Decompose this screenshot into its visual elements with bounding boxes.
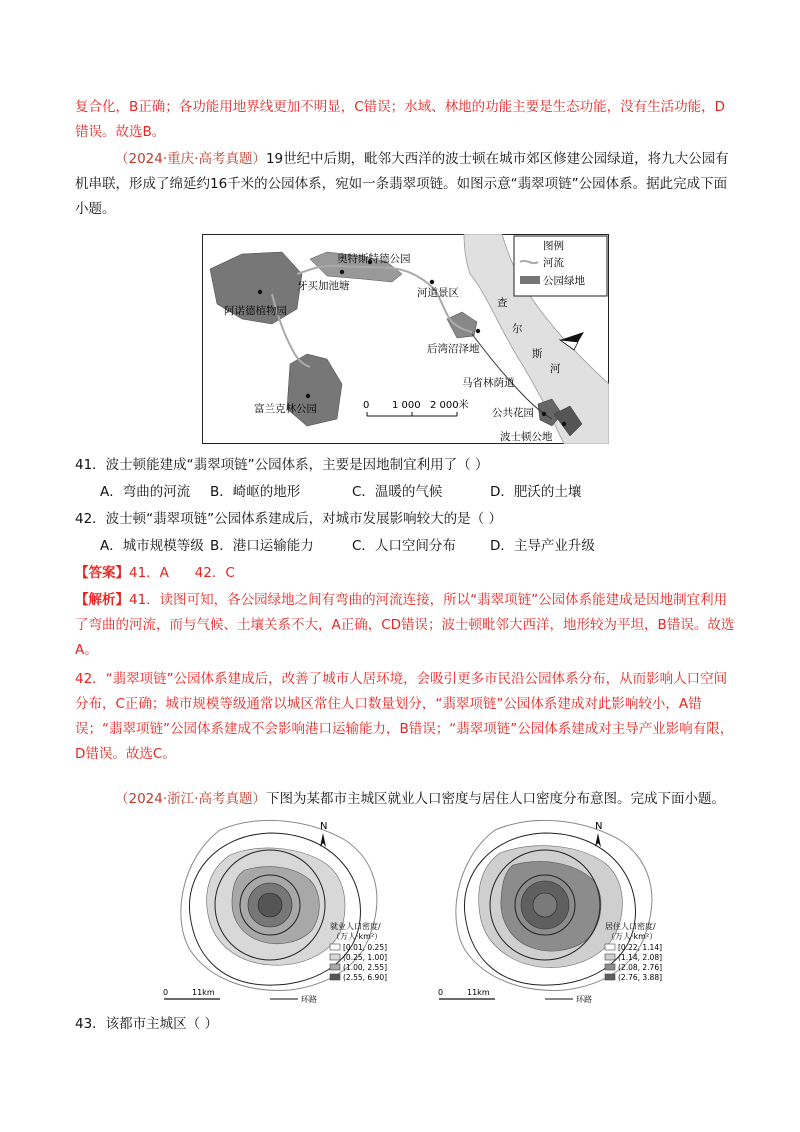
svg-text:N: N bbox=[320, 821, 328, 832]
label-boston-common: 波士顿公地 bbox=[500, 431, 553, 443]
svg-text:N: N bbox=[595, 821, 603, 832]
svg-text:11km: 11km bbox=[467, 988, 490, 997]
question-41-stem: 41．波士顿能建成“翡翠项链”公园体系，主要是因地制宜利用了（ ） bbox=[75, 457, 489, 473]
svg-text:(2.55, 6.90]: (2.55, 6.90] bbox=[343, 973, 388, 982]
option-42-d[interactable]: D．主导产业升级 bbox=[490, 538, 595, 554]
analysis-42: 42．“翡翠项链”公园体系建成后，改善了城市人居环境，会吸引更多市民沿公园体系分布，从而影响人口空间分布，C正确；城市规模等级通常以城区常住人口数量划分，“翡翠项链”公园体系建成对此影响较小，A错误；“翡翠项链”公园体系建成不会影响港口运输能力，B错误；“翡翠项链”公园体系建成对主导产业影响有限，D错误。故选C。 bbox=[75, 671, 734, 762]
svg-text:0: 0 bbox=[438, 988, 444, 997]
question-intro-2 bbox=[75, 787, 735, 812]
svg-text:(0.25, 1.00]: (0.25, 1.00] bbox=[343, 953, 388, 962]
question-42-stem: 42．波士顿“翡翠项链”公园体系建成后，对城市发展影响较大的是（ ） bbox=[75, 511, 502, 527]
svg-text:（万人·km²）: （万人·km²） bbox=[607, 932, 658, 941]
scale-bar bbox=[163, 988, 317, 1004]
boston-emerald-necklace-map bbox=[202, 234, 609, 444]
svg-text:（万人·km²）: （万人·km²） bbox=[332, 932, 383, 941]
label-franklin: 富兰克林公园 bbox=[254, 403, 317, 415]
label-mall: 马省林荫道 bbox=[462, 377, 515, 389]
label-arnold: 阿诺德植物园 bbox=[224, 305, 287, 317]
answer-tag: 【答案】 bbox=[75, 565, 129, 581]
svg-text:11km: 11km bbox=[192, 988, 215, 997]
svg-text:(1.00, 2.55]: (1.00, 2.55] bbox=[343, 963, 388, 972]
svg-text:居住人口密度/: 居住人口密度/ bbox=[605, 922, 656, 931]
svg-text:就业人口密度/: 就业人口密度/ bbox=[330, 922, 381, 931]
svg-text:2 000米: 2 000米 bbox=[430, 400, 469, 411]
svg-text:公园绿地: 公园绿地 bbox=[543, 275, 585, 287]
option-42-c[interactable]: C．人口空间分布 bbox=[352, 538, 456, 554]
svg-text:环路: 环路 bbox=[576, 995, 592, 1004]
label-backbay: 后湾沼泽地 bbox=[427, 343, 480, 355]
question-intro-2-text: 下图为某都市主城区就业人口密度与居住人口密度分布意图。完成下面小题。 bbox=[265, 791, 725, 807]
option-41-c[interactable]: C．温暖的气候 bbox=[352, 484, 443, 500]
label-charles-1: 查 bbox=[497, 297, 508, 309]
question-source-2: （2024·浙江·高考真题） bbox=[115, 791, 266, 807]
svg-text:河流: 河流 bbox=[543, 257, 564, 269]
option-42-a[interactable]: A．城市规模等级 bbox=[100, 538, 204, 554]
label-charles-2: 尔 bbox=[512, 323, 523, 335]
svg-text:(2.08, 2.76]: (2.08, 2.76] bbox=[618, 963, 663, 972]
svg-text:0: 0 bbox=[163, 988, 169, 997]
svg-text:[0.22, 1.14]: [0.22, 1.14] bbox=[618, 943, 663, 952]
svg-text:[0.01, 0.25]: [0.01, 0.25] bbox=[343, 943, 388, 952]
svg-text:(1.14, 2.08]: (1.14, 2.08] bbox=[618, 953, 663, 962]
question-42-options bbox=[100, 534, 595, 558]
analysis-41-text: 41．读图可知，各公园绿地之间有弯曲的河流连接，所以“翡翠项链”公园体系能建成是因地制宜利用了弯曲的河流，而与气候、土壤关系不大，A正确，CD错误；波士顿毗邻大西洋，地形较为平坦，B错误。故选A。 bbox=[75, 592, 735, 658]
option-42-b[interactable]: B．港口运输能力 bbox=[210, 538, 314, 554]
label-public-garden: 公共花园 bbox=[492, 407, 534, 419]
svg-text:环路: 环路 bbox=[301, 995, 317, 1004]
map-legend bbox=[514, 236, 607, 296]
answer-line bbox=[75, 561, 735, 586]
svg-text:0: 0 bbox=[363, 400, 370, 411]
question-intro-1 bbox=[75, 147, 735, 222]
option-41-a[interactable]: A．弯曲的河流 bbox=[100, 484, 191, 500]
employment-density-map bbox=[160, 815, 405, 1005]
label-jamaica-pond: 牙买加池塘 bbox=[297, 280, 350, 292]
residence-density-map bbox=[435, 815, 680, 1005]
analysis-41 bbox=[75, 588, 735, 663]
label-riverway: 河道景区 bbox=[417, 287, 459, 299]
question-source: （2024·重庆·高考真题） bbox=[115, 151, 266, 167]
label-charles-4: 河 bbox=[550, 363, 561, 375]
scale-bar bbox=[438, 988, 592, 1004]
option-41-d[interactable]: D．肥沃的土壤 bbox=[490, 484, 582, 500]
svg-text:1 000: 1 000 bbox=[392, 400, 421, 411]
label-olmsted: 奥特斯特德公园 bbox=[337, 253, 411, 265]
answer-text: 41．A 42．C bbox=[129, 565, 235, 581]
question-41-options bbox=[100, 480, 581, 504]
option-41-b[interactable]: B．崎岖的地形 bbox=[210, 484, 301, 500]
analysis-tag: 【解析】 bbox=[75, 592, 129, 608]
svg-text:图例: 图例 bbox=[543, 240, 564, 252]
label-charles-3: 斯 bbox=[532, 348, 543, 360]
question-43-stem: 43．该都市主城区（ ） bbox=[75, 1016, 218, 1032]
question-intro-text: 19世纪中后期，毗邻大西洋的波士顿在城市郊区修建公园绿道，将九大公园有机串联，形成了绵延约16千米的公园体系，宛如一条翡翠项链。如图示意“翡翠项链”公园体系。据此完成下面小题。 bbox=[75, 151, 729, 217]
prev-analysis-text: 复合化，B正确；各功能用地界线更加不明显，C错误；水域、林地的功能主要是生态功能，没有生活功能，D错误。故选B。 bbox=[75, 99, 726, 140]
svg-text:(2.76, 3.88]: (2.76, 3.88] bbox=[618, 973, 663, 982]
